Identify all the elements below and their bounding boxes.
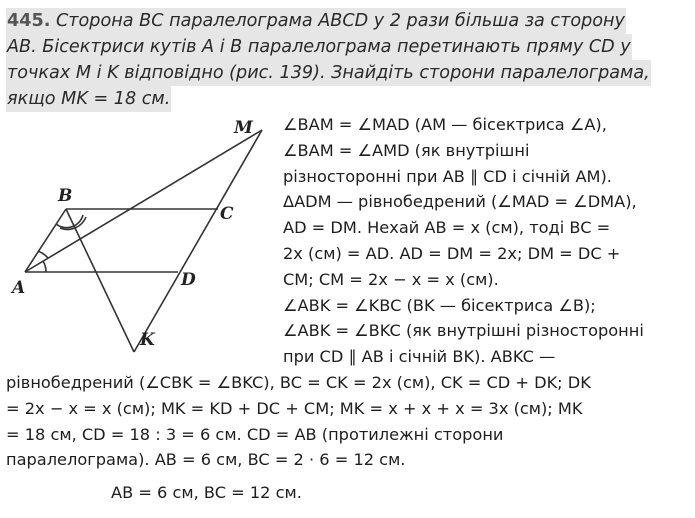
solution-line: ∠BAM = ∠AMD (як внутрішні	[283, 140, 530, 160]
problem-line-1-text: Сторона BC паралелограма ABCD у 2 рази більша за сторону	[50, 11, 625, 31]
solution-line: різносторонні при AB ∥ CD і січній AM).	[283, 166, 612, 186]
label-a: A	[12, 278, 26, 298]
bisector-bk	[66, 209, 134, 352]
label-c: C	[220, 204, 234, 224]
label-m: M	[234, 118, 253, 138]
problem-number: 445.	[7, 11, 51, 31]
solution-line: при CD ∥ AB і січній BK). ABKC —	[283, 347, 556, 367]
solution-right-column	[283, 112, 644, 370]
angle-arc-a	[38, 251, 48, 258]
solution-full-width	[6, 370, 591, 473]
solution-line: ∠ABK = ∠BKC (як внутрішні різносторонні	[283, 321, 644, 341]
solution-line: ΔADM — рівнобедрений (∠MAD = ∠DMA),	[283, 192, 637, 212]
label-d: D	[181, 270, 196, 290]
solution-line: паралелограма). AB = 6 см, BC = 2 · 6 = 12 см.	[6, 450, 406, 470]
problem-line-4: якщо MK = 18 см.	[6, 86, 171, 112]
angle-arc-a-2	[43, 261, 46, 272]
solution-line: = 18 см, CD = 18 : 3 = 6 см. CD = AB (протилежні сторони	[6, 424, 504, 444]
side-ab	[25, 209, 66, 272]
solution-line: = 2x − x = x (см); MK = KD + DC + CM; MK = x + x + x = 3x (см); MK	[6, 398, 583, 418]
solution-line: CM; CM = 2x − x = x (см).	[283, 269, 499, 289]
final-answer: AB = 6 см, BC = 12 см.	[111, 483, 302, 502]
solution-line: ∠ABK = ∠KBC (BK — бісектриса ∠B);	[283, 295, 596, 315]
solution-line: рівнобедрений (∠CBK = ∠BKC), BC = CK = 2x (см), CK = CD + DK; DK	[6, 373, 591, 392]
label-k: K	[140, 330, 155, 350]
solution-line: 2x (см) = AD. AD = DM = 2x; DM = DC +	[283, 243, 621, 263]
solution-line: ∠BAM = ∠MAD (AM — бісектриса ∠A),	[283, 115, 607, 134]
problem-line-3: точках M і K відповідно (рис. 139). Знайдіть сторони паралелограма,	[6, 60, 651, 86]
line-cd-extended	[134, 130, 262, 352]
label-b: B	[58, 186, 73, 206]
solution-line: AD = DM. Нехай AB = x (см), тоді BC =	[283, 218, 611, 238]
problem-line-2: AB. Бісектриси кутів A і B паралелограма перетинають пряму CD у	[6, 34, 632, 60]
